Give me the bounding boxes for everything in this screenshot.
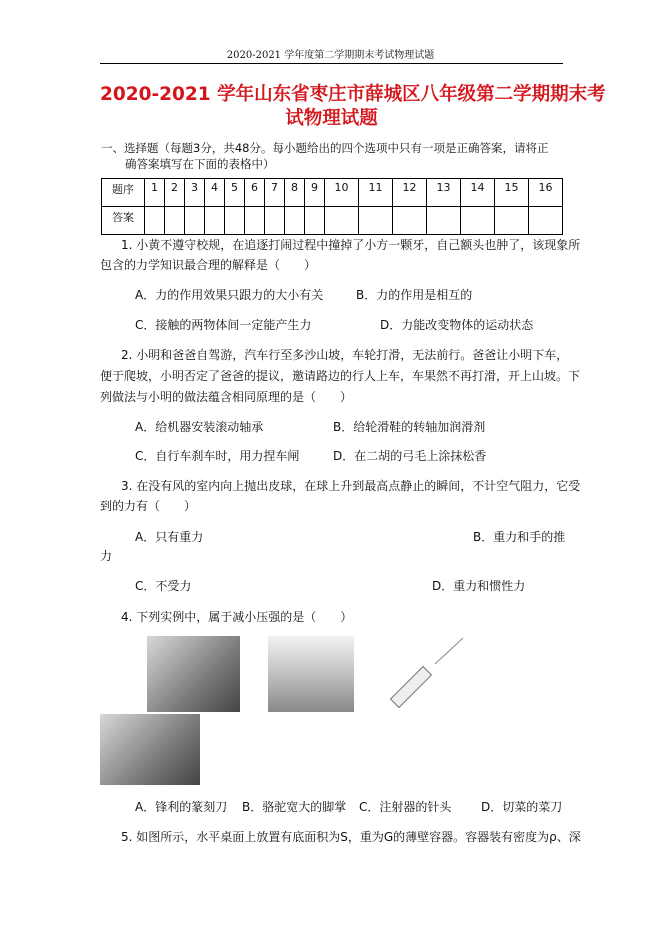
answer-cell: [359, 207, 393, 235]
answer-cell: [529, 207, 563, 235]
question-number-cell: 16: [529, 179, 563, 207]
header-rule: [100, 63, 563, 64]
answer-cell: [495, 207, 529, 235]
camel-photo: [268, 636, 354, 712]
seal-carving-knife-photo: [147, 636, 240, 712]
q1-option-d: D．力能改变物体的运动状态: [380, 318, 534, 332]
question-number-cell: 2: [165, 179, 185, 207]
row-label: 答案: [102, 207, 145, 235]
q4-option-b: B．骆驼宽大的脚掌: [242, 800, 347, 814]
question-number-cell: 3: [185, 179, 205, 207]
question-number-cell: 1: [145, 179, 165, 207]
answer-cell: [205, 207, 225, 235]
answer-cell: [427, 207, 461, 235]
answer-cell: [285, 207, 305, 235]
document-title: 2020-2021 学年山东省枣庄市薛城区八年级第二学期期末考: [100, 84, 606, 105]
section-heading: 一、选择题（每题3分，共48分。每小题给出的四个选项中只有一项是正确答案，请将正: [101, 141, 549, 155]
answer-cell: [145, 207, 165, 235]
question-number-cell: 11: [359, 179, 393, 207]
question-number-cell: 15: [495, 179, 529, 207]
q2-option-c: C．自行车刹车时，用力捏车闸: [135, 449, 300, 463]
q2-option-b: B．给轮滑鞋的转轴加润滑剂: [333, 420, 486, 434]
question-1-cont: 包含的力学知识最合理的解释是（ ）: [100, 258, 317, 272]
q1-option-b: B．力的作用是相互的: [356, 288, 473, 302]
kitchen-knife-photo: [100, 714, 200, 785]
syringe-image: [385, 636, 465, 712]
question-2: 2. 小明和爸爸自驾游，汽车行至多沙山坡，车轮打滑，无法前行。爸爸让小明下车，: [121, 348, 569, 362]
row-label: 题序: [102, 179, 145, 207]
question-number-cell: 8: [285, 179, 305, 207]
question-4: 4. 下列实例中，属于减小压强的是（ ）: [121, 610, 353, 624]
question-2-cont2: 列做法与小明的做法蕴含相同原理的是（ ）: [100, 390, 353, 404]
q3-option-d: D．重力和惯性力: [432, 579, 526, 593]
q2-option-d: D．在二胡的弓毛上涂抹松香: [333, 449, 487, 463]
answer-cell: [265, 207, 285, 235]
answer-cell: [225, 207, 245, 235]
q3-option-c: C．不受力: [135, 579, 192, 593]
question-number-cell: 14: [461, 179, 495, 207]
q1-option-a: A．力的作用效果只跟力的大小有关: [135, 288, 324, 302]
question-number-cell: 4: [205, 179, 225, 207]
q4-option-d: D．切菜的菜刀: [481, 800, 563, 814]
answer-cell: [325, 207, 359, 235]
answer-cell: [165, 207, 185, 235]
question-number-cell: 6: [245, 179, 265, 207]
q4-option-c: C．注射器的针头: [359, 800, 452, 814]
section-heading-cont: 确答案填写在下面的表格中）: [125, 157, 275, 171]
answer-cell: [461, 207, 495, 235]
answer-table: [101, 178, 563, 235]
q4-option-a: A．锋利的篆刻刀: [135, 800, 228, 814]
question-1: 1. 小黄不遵守校规，在追逐打闹过程中撞掉了小方一颗牙，自己额头也肿了，该现象所: [121, 238, 581, 252]
question-number-cell: 13: [427, 179, 461, 207]
question-number-cell: 12: [393, 179, 427, 207]
answer-cell: [185, 207, 205, 235]
document-title-cont: 试物理试题: [285, 108, 378, 129]
answer-cell: [393, 207, 427, 235]
answer-cell: [305, 207, 325, 235]
question-3-cont: 到的力有（ ）: [100, 499, 197, 513]
q1-option-c: C．接触的两物体间一定能产生力: [135, 318, 312, 332]
question-2-cont: 便于爬坡，小明否定了爸爸的提议，邀请路边的行人上车，车果然不再打滑，开上山坡。下: [100, 369, 581, 383]
question-number-cell: 10: [325, 179, 359, 207]
question-3: 3. 在没有风的室内向上抛出皮球，在球上升到最高点静止的瞬间，不计空气阻力，它受: [121, 479, 581, 493]
q2-option-a: A．给机器安装滚动轴承: [135, 420, 264, 434]
page-header: 2020-2021 学年度第二学期期末考试物理试题: [226, 50, 435, 61]
q3-option-a: A．只有重力: [135, 530, 204, 544]
question-5: 5. 如图所示，水平桌面上放置有底面积为S，重为G的薄壁容器。容器装有密度为ρ、深: [121, 830, 581, 844]
answer-cell: [245, 207, 265, 235]
q3-option-b: B．重力和手的推: [473, 530, 566, 544]
question-number-cell: 5: [225, 179, 245, 207]
q3-option-b-cont: 力: [100, 549, 113, 563]
question-number-cell: 7: [265, 179, 285, 207]
question-number-cell: 9: [305, 179, 325, 207]
